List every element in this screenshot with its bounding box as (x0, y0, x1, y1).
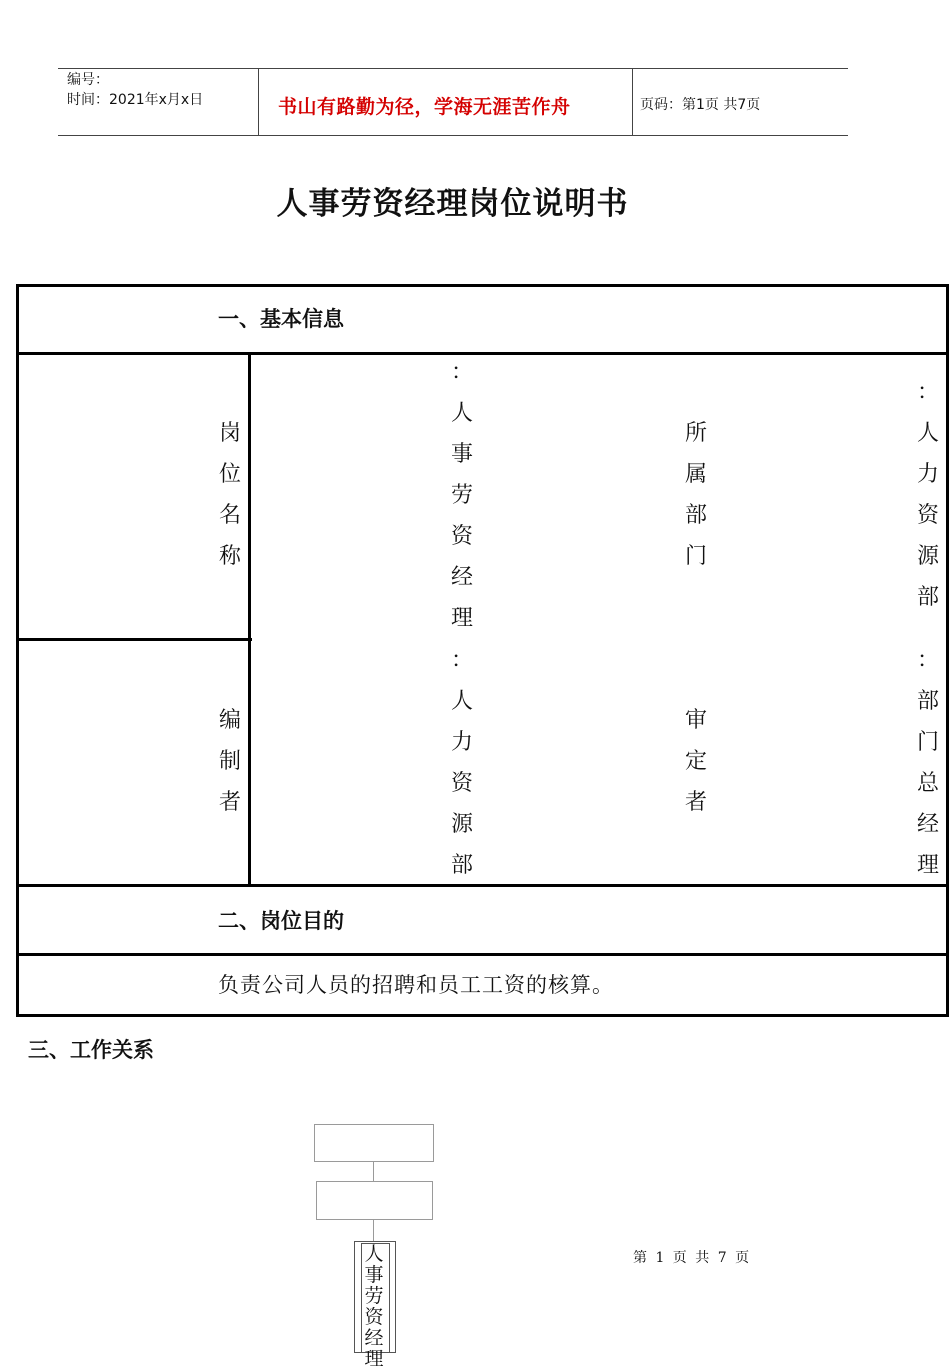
org-box-mid (316, 1181, 433, 1220)
table-line (16, 352, 949, 355)
header-divider-1 (258, 69, 259, 136)
table-line (16, 638, 252, 641)
footer-page-number: 第 1 页 共 7 页 (633, 1250, 752, 1266)
serial-number-label: 编号： (67, 72, 109, 88)
header-bottom-rule (58, 135, 848, 136)
position-name-value: ：人事劳资经理 (450, 360, 473, 631)
header-divider-2 (632, 69, 633, 136)
org-connector (373, 1219, 374, 1241)
page-indicator: 页码：第1页 共7页 (640, 97, 761, 113)
position-name-label: 岗位名称 (218, 421, 241, 569)
motto-text: 书山有路勤为径，学海无涯苦作舟 (278, 96, 571, 118)
department-value: ：人力资源部 (916, 380, 939, 610)
date-label: 时间：2021年x月x日 (67, 92, 204, 108)
table-line (16, 284, 949, 287)
header-top-rule (58, 68, 848, 69)
section-heading-position-purpose: 二、岗位目的 (218, 909, 344, 933)
org-box-position-label: 人事劳资经理 (364, 1243, 384, 1370)
approver-value: ：部门总经理 (916, 648, 939, 878)
org-box-top (314, 1124, 434, 1162)
document-title: 人事劳资经理岗位说明书 (276, 186, 629, 222)
compiler-value: ：人力资源部 (450, 648, 473, 878)
department-label: 所属部门 (684, 421, 707, 569)
table-line (16, 884, 949, 887)
position-purpose-text: 负责公司人员的招聘和员工工资的核算。 (218, 973, 614, 997)
table-line (946, 284, 949, 1017)
table-line (16, 1014, 949, 1017)
section-heading-basic-info: 一、基本信息 (218, 307, 344, 331)
table-line (248, 352, 251, 886)
section-heading-work-relations: 三、工作关系 (28, 1038, 154, 1062)
table-line (16, 284, 19, 1017)
org-connector (373, 1161, 374, 1181)
approver-label: 审定者 (684, 708, 707, 815)
compiler-label: 编制者 (218, 708, 241, 815)
table-line (16, 953, 949, 956)
